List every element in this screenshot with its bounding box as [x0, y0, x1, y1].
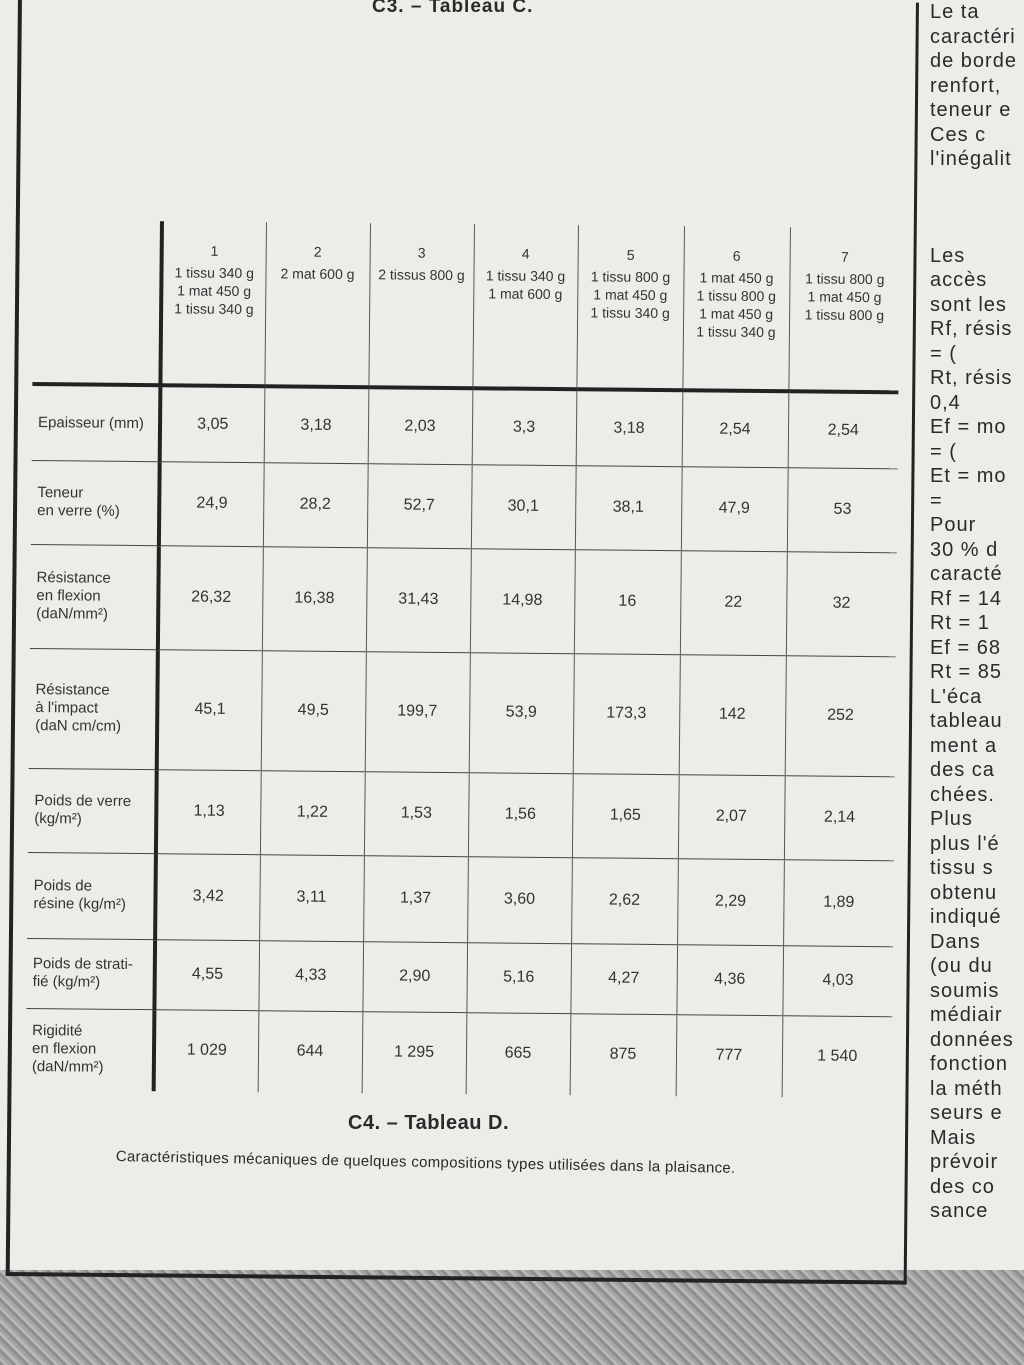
table-row: [30, 544, 897, 656]
row-label-line: (daN cm/cm): [35, 717, 122, 735]
composition-line: 2 mat 600 g: [280, 265, 355, 283]
side-text-line: plus l'é: [930, 832, 1000, 855]
table-cell: 3,11: [259, 854, 364, 941]
side-text-line: Rt = 85: [930, 661, 1003, 683]
side-text-line: caractéri: [930, 25, 1016, 48]
row-label: [30, 544, 159, 649]
table-cell: 16: [574, 549, 681, 654]
table-cell: 3,60: [467, 856, 572, 943]
composition-line: 1 tissu 340 g: [174, 300, 254, 318]
side-text-line: L'éca: [930, 685, 983, 708]
side-text-line: Les: [930, 244, 966, 267]
table-cell: 38,1: [575, 465, 682, 550]
side-text-line: Le ta: [930, 1, 980, 23]
table-cell: 3,3: [472, 388, 577, 465]
table-cell: 16,38: [262, 546, 367, 651]
table-cell: 1,65: [572, 773, 679, 858]
column-number: 3: [417, 244, 426, 261]
table-cell: 28,2: [263, 462, 368, 547]
table-cell: 45,1: [157, 649, 262, 770]
row-label-line: résine (kg/m²): [33, 895, 127, 913]
side-text-line: [930, 172, 1024, 196]
row-label: [28, 768, 157, 853]
side-text-line: = (: [930, 342, 957, 365]
table-cell: 2,14: [784, 775, 895, 860]
composition-line: 1 mat 600 g: [488, 285, 563, 303]
table-cell: 1,37: [363, 855, 468, 942]
row-label-line: en flexion: [31, 1040, 97, 1058]
composition-line: 1 mat 450 g: [699, 305, 774, 323]
table-row: [29, 648, 896, 776]
column-header-7: [788, 227, 900, 392]
side-text-line: ment a: [930, 734, 998, 757]
side-text-line: Ef = mo: [930, 416, 1007, 438]
row-label: [26, 938, 155, 1009]
side-text-line: chées.: [930, 783, 995, 806]
composition-line: 1 tissu 340 g: [696, 323, 776, 341]
row-label: [31, 460, 160, 545]
composition-line: 1 mat 450 g: [593, 286, 668, 304]
table-cell: 2,29: [677, 858, 784, 945]
row-label-line: fié (kg/m²): [32, 973, 101, 991]
side-text-line: = (: [930, 440, 957, 463]
composition-line: 2 tissus 800 g: [378, 266, 465, 284]
row-label-line: Poids de verre: [34, 792, 132, 810]
row-label-line: (daN/mm²): [31, 1058, 104, 1076]
table-cell: 1 029: [154, 1009, 259, 1092]
table-d-wrapper: [26, 220, 900, 1098]
row-label: [29, 648, 158, 769]
side-text-line: fonction: [930, 1053, 1009, 1075]
row-label-line: Résistance: [35, 681, 110, 699]
column-header-1: [160, 221, 266, 386]
side-text-line: 30 % d: [930, 538, 999, 561]
column-header-2: [264, 222, 370, 387]
composition-line: 1 mat 450 g: [807, 288, 882, 306]
table-cell: 3,18: [576, 389, 683, 466]
table-cell: 26,32: [158, 545, 263, 650]
side-text-line: médiair: [930, 1004, 1003, 1026]
side-text-line: la méth: [930, 1077, 1003, 1100]
side-text-line: caracté: [930, 563, 1003, 585]
table-description: Caractéristiques mécaniques de quelques compositions types utilisées dans la plaisance.: [115, 1148, 736, 1177]
column-number: 6: [732, 247, 741, 264]
table-cell: 665: [466, 1012, 571, 1095]
side-text-line: Rt = 1: [930, 612, 990, 634]
row-label-line: à l'impact: [35, 699, 99, 717]
table-cell: 3,18: [264, 386, 369, 463]
side-text-line: Pour: [930, 514, 977, 536]
row-label-line: (daN/mm²): [36, 605, 108, 623]
side-text-line: données: [930, 1028, 1014, 1051]
table-cell: 1 540: [782, 1015, 893, 1098]
table-cell: 2,54: [682, 390, 789, 467]
table-row: [32, 384, 899, 468]
side-text-line: l'inégalit: [930, 148, 1012, 170]
composition-line: 1 tissu 340 g: [485, 267, 566, 285]
table-cell: 777: [676, 1014, 783, 1097]
table-cell: 14,98: [470, 548, 575, 653]
table-cell: 4,36: [676, 944, 783, 1015]
side-text-line: tableau: [930, 710, 1003, 732]
side-text-line: Rf, résis: [930, 318, 1013, 340]
composition-line: 1 tissu 800 g: [804, 270, 885, 288]
mechanical-properties-table: [26, 220, 900, 1098]
side-text-line: Dans: [930, 930, 981, 953]
table-cell: 173,3: [573, 653, 680, 774]
table-cell: 4,33: [258, 940, 363, 1011]
table-cell: 2,07: [678, 774, 785, 859]
side-text-line: Ces c: [930, 123, 987, 146]
row-label-line: Rigidité: [32, 1022, 83, 1040]
table-cell: 5,16: [466, 942, 571, 1013]
row-label-line: en flexion: [36, 587, 101, 605]
side-text-line: sont les: [930, 293, 1007, 316]
row-label-line: Poids de strati-: [32, 955, 133, 973]
row-label: [32, 384, 161, 461]
side-text-line: de borde: [930, 50, 1017, 72]
table-cell: 30,1: [471, 464, 576, 549]
table-cell: 1,22: [260, 770, 365, 855]
table-cell: 32: [786, 551, 897, 656]
table-cell: 53: [787, 467, 898, 552]
side-text-line: Mais: [930, 1126, 977, 1149]
side-text-line: renfort,: [930, 74, 1002, 97]
column-number: 5: [626, 246, 635, 263]
table-cell: 4,27: [570, 943, 677, 1014]
side-text-line: Et = mo: [930, 465, 1007, 487]
row-label-line: (kg/m²): [34, 810, 82, 828]
side-text-line: obtenu: [930, 881, 998, 904]
column-header-6: [682, 226, 790, 391]
table-cell: 3,42: [155, 853, 260, 940]
table-row: [27, 852, 894, 946]
row-label-line: en verre (%): [37, 502, 120, 520]
side-text-line: [930, 196, 1024, 220]
table-cell: 644: [258, 1010, 363, 1093]
table-cell: 1 295: [362, 1011, 467, 1094]
row-label: [26, 1008, 155, 1091]
column-number: 7: [840, 248, 849, 265]
side-text-line: (ou du: [930, 955, 993, 977]
side-text-line: des co: [930, 1175, 995, 1198]
side-text-line: indiqué: [930, 906, 1002, 928]
column-number: 2: [313, 243, 322, 260]
row-label-line: Epaisseur (mm): [37, 413, 144, 432]
table-title: C4. – Tableau D.: [348, 1112, 510, 1134]
side-text-line: tissu s: [930, 857, 994, 879]
side-text-line: =: [930, 489, 943, 512]
table-cell: 2,62: [571, 857, 678, 944]
table-cell: 24,9: [159, 461, 264, 546]
table-row: [28, 768, 895, 860]
table-cell: 3,05: [160, 385, 265, 462]
composition-line: 1 tissu 800 g: [696, 287, 777, 305]
table-row: [31, 460, 898, 552]
composition-line: 1 tissu 800 g: [590, 268, 671, 286]
column-number: 1: [210, 242, 219, 259]
table-cell: 31,43: [366, 547, 471, 652]
table-cell: 142: [679, 654, 786, 775]
table-cell: 2,03: [368, 387, 473, 464]
table-cell: 4,55: [154, 939, 259, 1010]
table-header-row: [32, 220, 900, 392]
table-body: [26, 384, 899, 1098]
side-text-line: Plus: [930, 808, 973, 830]
table-cell: 2,90: [362, 941, 467, 1012]
composition-line: 1 tissu 800 g: [804, 306, 885, 324]
side-text-line: 0,4: [930, 391, 961, 414]
row-label-line: Résistance: [36, 569, 111, 587]
adjacent-column-text: [930, 0, 1024, 1290]
side-text-line: soumis: [930, 979, 1000, 1002]
table-cell: 22: [680, 550, 787, 655]
table-cell: 2,54: [788, 391, 899, 468]
side-text-line: Rf = 14: [930, 587, 1003, 610]
column-header-5: [576, 225, 684, 390]
header-corner-cell: [32, 220, 162, 385]
row-label: [27, 852, 156, 939]
column-header-3: [368, 223, 474, 388]
column-header-4: [472, 224, 578, 389]
table-row: [26, 1008, 893, 1098]
composition-line: 1 tissu 340 g: [590, 304, 670, 322]
composition-line: 1 mat 450 g: [177, 282, 252, 300]
table-cell: 875: [570, 1013, 677, 1096]
table-cell: 1,13: [156, 769, 261, 854]
side-text-line: accès: [930, 269, 988, 291]
row-label-line: Teneur: [37, 484, 84, 502]
table-cell: 1,53: [364, 771, 469, 856]
table-cell: 1,56: [468, 772, 573, 857]
table-row: [26, 938, 893, 1016]
side-text-line: seurs e: [930, 1102, 1003, 1124]
side-text-line: Ef = 68: [930, 636, 1001, 659]
table-cell: 252: [785, 655, 896, 776]
side-text-line: teneur e: [930, 99, 1012, 121]
column-number: 4: [521, 245, 530, 262]
row-label-line: Poids de: [33, 877, 93, 895]
table-cell: 199,7: [365, 651, 470, 772]
table-cell: 1,89: [783, 859, 894, 946]
side-text-line: [930, 220, 1024, 244]
previous-table-caption: C3. – Tableau C.: [372, 0, 534, 17]
table-cell: 4,03: [782, 945, 893, 1016]
side-text-line: des ca: [930, 759, 995, 781]
table-cell: 47,9: [681, 466, 788, 551]
side-text-line: prévoir: [930, 1151, 999, 1173]
composition-line: 1 mat 450 g: [699, 269, 774, 287]
composition-line: 1 tissu 340 g: [174, 264, 255, 282]
table-cell: 49,5: [261, 650, 366, 771]
table-cell: 53,9: [469, 652, 574, 773]
side-text-line: sance: [930, 1200, 989, 1222]
side-text-line: Rt, résis: [930, 367, 1013, 389]
table-cell: 52,7: [367, 463, 472, 548]
